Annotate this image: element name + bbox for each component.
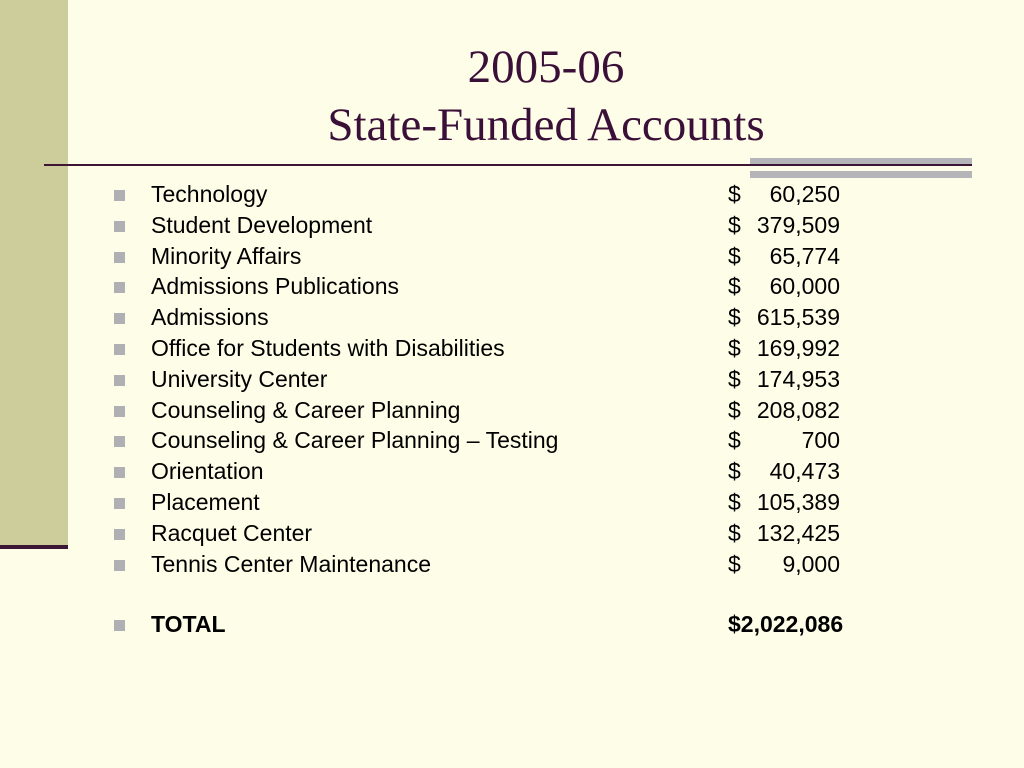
account-row <box>114 179 874 210</box>
currency-symbol: $ <box>728 181 741 207</box>
account-row <box>114 395 874 426</box>
account-amount: 208,082 <box>756 396 840 423</box>
left-accent-underline <box>0 545 68 549</box>
account-row <box>114 425 874 456</box>
account-label: Tennis Center Maintenance <box>151 550 431 577</box>
currency-symbol: $ <box>728 488 741 515</box>
account-row <box>114 271 874 302</box>
bullet-icon <box>114 436 125 447</box>
account-row <box>114 302 874 333</box>
account-amount: 169,992 <box>756 334 840 361</box>
account-amount: 105,389 <box>756 488 840 515</box>
account-label: Placement <box>151 488 260 515</box>
total-row <box>114 609 874 640</box>
currency-symbol: $ <box>728 365 741 392</box>
total-label: TOTAL <box>151 611 226 638</box>
account-label: Orientation <box>151 458 264 485</box>
account-label: Admissions Publications <box>151 273 400 300</box>
currency-symbol: $ <box>728 519 741 546</box>
list-spacer <box>114 579 874 609</box>
account-label: Counseling & Career Planning – Testing <box>151 427 559 454</box>
account-amount: 60,000 <box>769 273 840 300</box>
slide-title-year: 2005-06 <box>467 41 625 93</box>
currency-symbol: $ <box>728 550 741 577</box>
accounts-list <box>114 179 874 640</box>
account-row <box>114 210 874 241</box>
currency-symbol: $ <box>728 427 741 454</box>
account-amount: 174,953 <box>756 365 840 392</box>
total-amount: $2,022,086 <box>728 611 844 638</box>
bullet-icon <box>114 375 125 386</box>
account-amount: 65,774 <box>769 242 840 269</box>
bullet-icon <box>114 529 125 540</box>
bullet-icon <box>114 190 125 201</box>
account-row <box>114 549 874 580</box>
account-label: University Center <box>151 365 328 392</box>
bullet-icon <box>114 620 125 631</box>
account-amount: 379,509 <box>756 211 840 238</box>
account-row <box>114 364 874 395</box>
account-amount: 615,539 <box>756 304 840 331</box>
currency-symbol: $ <box>728 273 741 300</box>
account-label: Racquet Center <box>151 519 313 546</box>
account-row <box>114 456 874 487</box>
bullet-icon <box>114 560 125 571</box>
bullet-icon <box>114 282 125 293</box>
account-label: Office for Students with Disabilities <box>151 334 505 361</box>
title-rule <box>44 164 972 166</box>
currency-symbol: $ <box>728 458 741 485</box>
account-row <box>114 487 874 518</box>
account-row <box>114 241 874 272</box>
left-accent-bar <box>0 0 68 545</box>
account-amount: 700 <box>801 427 840 454</box>
currency-symbol: $ <box>728 334 741 361</box>
bullet-icon <box>114 221 125 232</box>
currency-symbol: $ <box>728 304 741 331</box>
account-row <box>114 333 874 364</box>
bullet-icon <box>114 313 125 324</box>
currency-symbol: $ <box>728 396 741 423</box>
slide-title-subject: State-Funded Accounts <box>327 99 765 151</box>
account-label: Counseling & Career Planning <box>151 396 461 423</box>
account-amount: 60,250 <box>769 181 840 207</box>
currency-symbol: $ <box>728 211 741 238</box>
title-rule-accent-bottom <box>750 171 972 178</box>
account-row <box>114 518 874 549</box>
account-amount: 40,473 <box>769 458 840 485</box>
bullet-icon <box>114 406 125 417</box>
account-amount: 9,000 <box>782 550 840 577</box>
bullet-icon <box>114 498 125 509</box>
slide-title <box>68 38 1024 154</box>
bullet-icon <box>114 252 125 263</box>
account-label: Technology <box>151 181 268 207</box>
account-label: Minority Affairs <box>151 242 302 269</box>
account-amount: 132,425 <box>756 519 840 546</box>
bullet-icon <box>114 344 125 355</box>
account-label: Admissions <box>151 304 269 331</box>
account-label: Student Development <box>151 211 373 238</box>
bullet-icon <box>114 467 125 478</box>
currency-symbol: $ <box>728 242 741 269</box>
